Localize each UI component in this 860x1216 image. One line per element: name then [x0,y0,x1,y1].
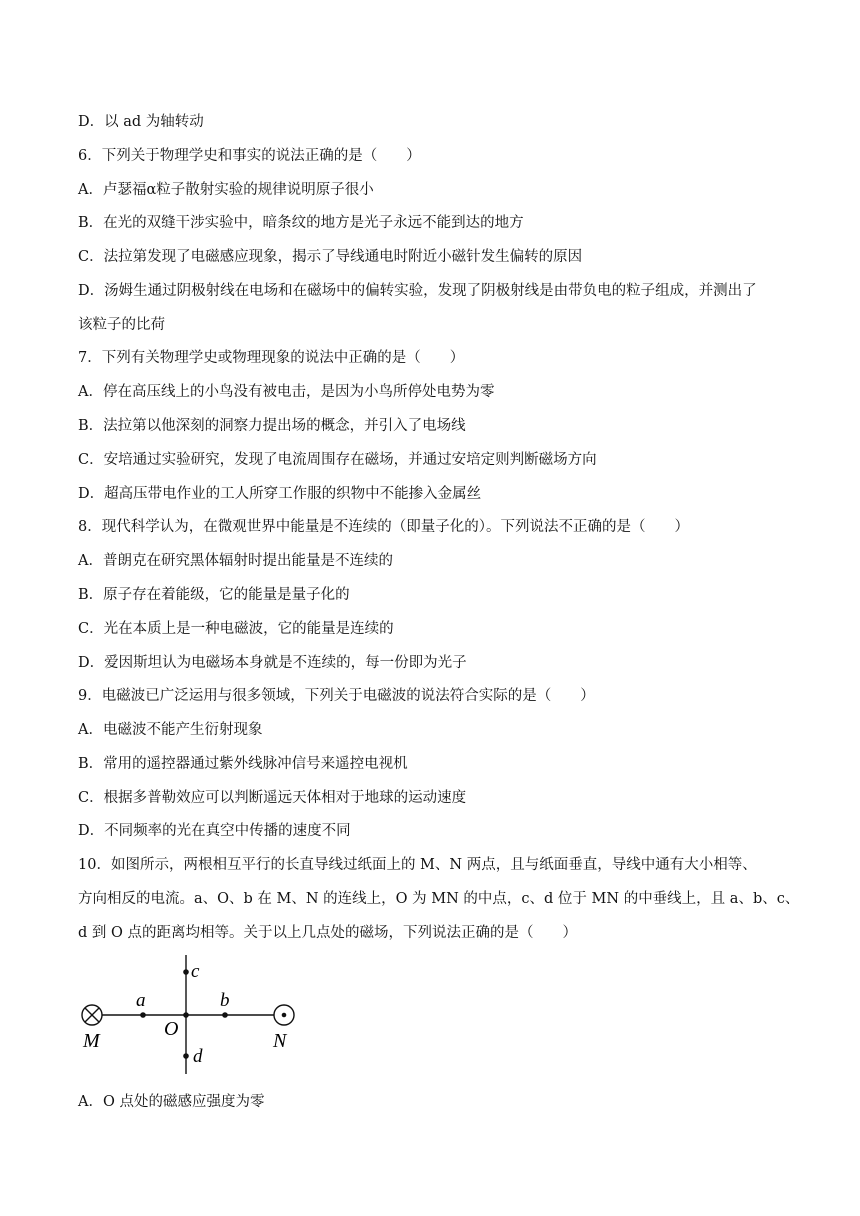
question-7-stem: 7．下列有关物理学史或物理现象的说法中正确的是（ ） [78,350,465,366]
wire-m-into-page-icon [82,1005,102,1025]
question-9-option-d: D．不同频率的光在真空中传播的速度不同 [78,823,351,839]
label-n: N [273,1030,287,1052]
label-c: c [191,961,200,982]
question-8-option-b: B．原子存在着能级，它的能量是量子化的 [78,587,350,603]
question-6-option-d: D．汤姆生通过阴极射线在电场和在磁场中的偏转实验，发现了阴极射线是由带负电的粒子组成，并测出了 [78,283,757,299]
question-6-option-c: C．法拉第发现了电磁感应现象，揭示了导线通电时附近小磁针发生偏转的原因 [78,249,583,265]
label-o: O [164,1018,179,1040]
question-7-option-b: B．法拉第以他深刻的洞察力提出场的概念，并引入了电场线 [78,418,466,434]
question-6-stem: 6．下列关于物理学史和事实的说法正确的是（ ） [78,148,421,164]
question-9-stem: 9．电磁波已广泛运用与很多领域，下列关于电磁波的说法符合实际的是（ ） [78,688,595,704]
point-c [183,969,189,975]
label-a: a [136,990,146,1011]
question-9-option-c: C．根据多普勒效应可以判断遥远天体相对于地球的运动速度 [78,790,467,806]
question-10-stem-line-2: 方向相反的电流。a、O、b 在 M、N 的连线上，O 为 MN 的中点，c、d 位于 MN 的中垂线上，且 a、b、c、 [78,891,800,907]
question-8-option-a: A．普朗克在研究黑体辐射时提出能量是不连续的 [78,553,393,569]
question-6-option-b: B．在光的双缝干涉实验中，暗条纹的地方是光子永远不能到达的地方 [78,215,524,231]
question-8-stem: 8．现代科学认为，在微观世界中能量是不连续的（即量子化的）。下列说法不正确的是（ ） [78,519,689,535]
label-b: b [220,990,230,1011]
question-8-option-c: C．光在本质上是一种电磁波，它的能量是连续的 [78,621,394,637]
question-9-option-a: A．电磁波不能产生衍射现象 [78,722,263,738]
question-6-option-d-cont: 该粒子的比荷 [78,317,165,333]
wire-field-diagram [72,950,312,1082]
question-7-option-d: D．超高压带电作业的工人所穿工作服的织物中不能掺入金属丝 [78,486,482,502]
point-b [222,1012,228,1018]
question-6-option-a: A．卢瑟福α粒子散射实验的规律说明原子很小 [78,182,374,198]
question-8-option-d: D．爱因斯坦认为电磁场本身就是不连续的，每一份即为光子 [78,655,467,671]
point-a [140,1012,146,1018]
label-m: M [83,1030,100,1052]
question-7-option-c: C．安培通过实验研究，发现了电流周围存在磁场，并通过安培定则判断磁场方向 [78,452,597,468]
point-o [183,1012,189,1018]
label-d: d [193,1046,203,1067]
point-d [183,1053,189,1059]
question-9-option-b: B．常用的遥控器通过紫外线脉冲信号来遥控电视机 [78,756,408,772]
option-6-prev-d: D．以 ad 为轴转动 [78,114,204,130]
question-7-option-a: A．停在高压线上的小鸟没有被电击，是因为小鸟所停处电势为零 [78,384,495,400]
question-10-stem-line-1: 10．如图所示，两根相互平行的长直导线过纸面上的 M、N 两点，且与纸面垂直，导线中通有大小相等、 [78,857,757,873]
question-10-option-a: A．O 点处的磁感应强度为零 [78,1094,265,1110]
question-10-stem-line-3: d 到 O 点的距离均相等。关于以上几点处的磁场，下列说法正确的是（ ） [78,925,577,941]
wire-n-out-of-page-icon [274,1005,294,1025]
